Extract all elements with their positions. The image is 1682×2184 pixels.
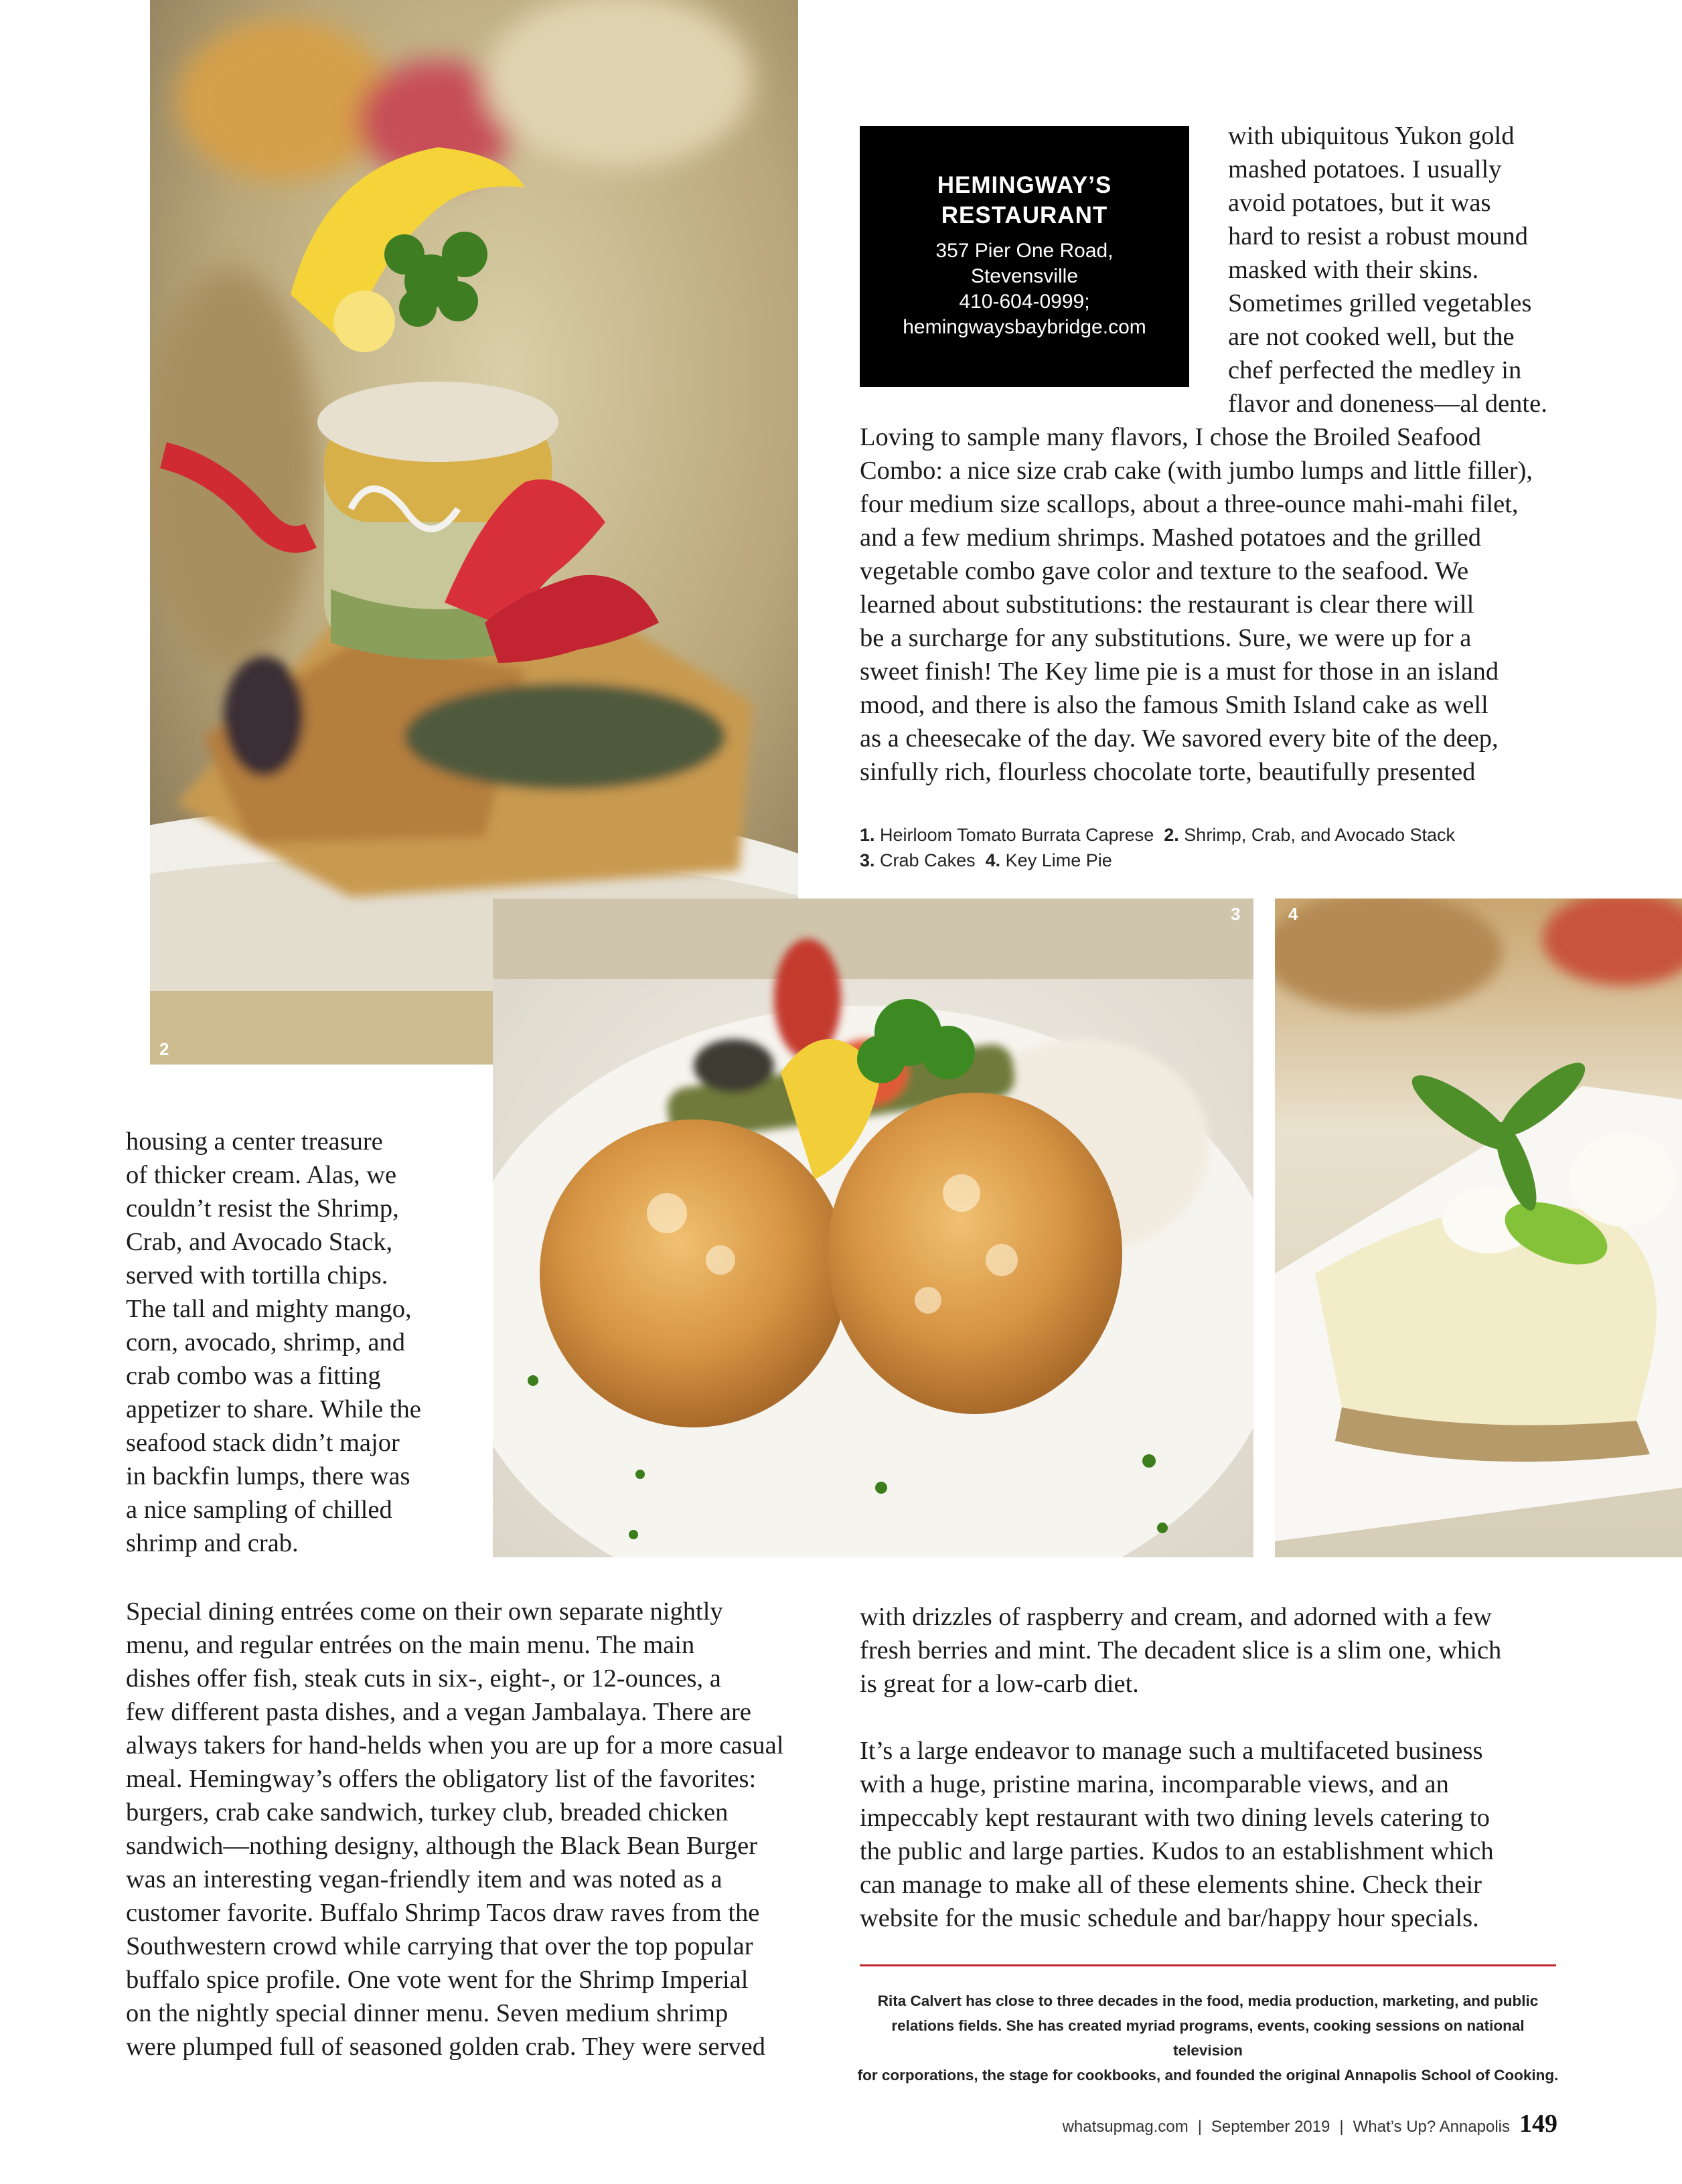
body-text-right-middle — [860, 420, 1570, 789]
text-line: was an interesting vegan-friendly item and was noted as a — [126, 1865, 722, 1893]
text-line: It’s a large endeavor to manage such a multifaceted business — [860, 1737, 1483, 1765]
text-line: sandwich—nothing designy, although the Black Bean Burger — [126, 1832, 758, 1860]
restaurant-name-line-1: HEMINGWAY’S — [937, 172, 1112, 198]
text-line: Combo: a nice size crab cake (with jumbo lumps and little filler), — [860, 457, 1533, 485]
text-line: Sometimes grilled vegetables — [1228, 289, 1532, 317]
text-line: on the nightly special dinner menu. Seven medium shrimp — [126, 1999, 729, 2027]
text-line: four medium size scallops, about a three-ounce mahi-mahi filet, — [860, 490, 1519, 518]
footer-site[interactable]: whatsupmag.com — [1062, 2118, 1189, 2136]
text-line: a nice sampling of chilled — [126, 1496, 392, 1524]
caption-text-2: Shrimp, Crab, and Avocado Stack — [1184, 825, 1456, 845]
footer-date: September 2019 — [1211, 2118, 1330, 2136]
text-line: always takers for hand-helds when you are up for a more casual — [126, 1731, 784, 1760]
restaurant-address-line-1: 357 Pier One Road, — [935, 240, 1114, 262]
page-footer — [1063, 2109, 1557, 2138]
text-line: are not cooked well, but the — [1228, 323, 1515, 351]
text-line: in backfin lumps, there was — [126, 1462, 410, 1490]
text-line: mashed potatoes. I usually — [1228, 155, 1502, 183]
text-line: shrimp and crab. — [126, 1529, 299, 1557]
bio-line: Rita Calvert has close to three decades in the food, media production, marketing, and public — [877, 1993, 1539, 2009]
text-line: can manage to make all of these elements shine. Check their — [860, 1871, 1482, 1899]
text-line: Special dining entrées come on their own separate nightly — [126, 1597, 723, 1626]
text-line: mood, and there is also the famous Smith Island cake as well — [860, 691, 1488, 719]
caption-number-4: 4. — [985, 850, 1001, 870]
text-line: sinfully rich, flourless chocolate torte, beautifully presented — [860, 758, 1476, 786]
text-line: corn, avocado, shrimp, and — [126, 1328, 405, 1356]
text-line: Southwestern crowd while carrying that over the top popular — [126, 1932, 753, 1960]
author-bio — [857, 1988, 1559, 2088]
text-line: crab combo was a fitting — [126, 1362, 381, 1390]
text-line: housing a center treasure — [126, 1127, 383, 1156]
text-line: and a few medium shrimps. Mashed potatoes and the grilled — [860, 524, 1482, 552]
footer-publication: What’s Up? Annapolis — [1353, 2118, 1510, 2136]
footer-separator: | — [1197, 2118, 1202, 2136]
text-line: with ubiquitous Yukon gold — [1228, 122, 1515, 150]
crab-cakes-photo-drawing — [493, 899, 1253, 1557]
text-line: were plumped full of seasoned golden crab. They were served — [126, 2033, 766, 2061]
text-line: with a huge, pristine marina, incomparable views, and an — [860, 1770, 1449, 1798]
text-line: hard to resist a robust mound — [1228, 222, 1529, 250]
restaurant-phone: 410-604-0999; — [959, 291, 1090, 313]
text-line: sweet finish! The Key lime pie is a must for those in an island — [860, 657, 1499, 686]
text-line: fresh berries and mint. The decadent slice is a slim one, which — [860, 1636, 1502, 1664]
text-line: of thicker cream. Alas, we — [126, 1161, 397, 1189]
text-line: The tall and mighty mango, — [126, 1295, 412, 1323]
body-text-right-bottom-1 — [860, 1600, 1576, 1701]
text-line: couldn’t resist the Shrimp, — [126, 1194, 399, 1223]
text-line: appetizer to share. While the — [126, 1395, 421, 1423]
text-line: is great for a low-carb diet. — [860, 1670, 1139, 1698]
photo-3-number: 3 — [1231, 904, 1241, 924]
text-line: the public and large parties. Kudos to an establishment which — [860, 1837, 1494, 1865]
caption-number-2: 2. — [1164, 825, 1179, 845]
text-line: flavor and doneness—al dente. — [1228, 390, 1547, 418]
text-line: learned about substitutions: the restaurant is clear there will — [860, 591, 1474, 619]
photo-crab-cakes — [493, 899, 1253, 1557]
photo-4-number: 4 — [1288, 904, 1298, 924]
bio-line: for corporations, the stage for cookbooks, and founded the original Annapolis School of Cooking. — [857, 2067, 1559, 2084]
text-line: burgers, crab cake sandwich, turkey club, breaded chicken — [126, 1798, 729, 1826]
restaurant-website[interactable]: hemingwaysbaybridge.com — [903, 316, 1146, 338]
text-line: customer favorite. Buffalo Shrimp Tacos draw raves from the — [126, 1899, 760, 1927]
caption-text-3: Crab Cakes — [880, 850, 976, 870]
key-lime-pie-photo-drawing — [1275, 899, 1682, 1557]
author-bio-divider — [860, 1964, 1556, 1966]
caption-number-1: 1. — [860, 825, 875, 845]
text-line: chef perfected the medley in — [1228, 356, 1522, 384]
text-line: vegetable combo gave color and texture to the seafood. We — [860, 557, 1469, 585]
caption-text-1: Heirloom Tomato Burrata Caprese — [880, 825, 1154, 845]
text-line: Crab, and Avocado Stack, — [126, 1228, 393, 1256]
photo-caption — [860, 822, 1489, 873]
text-line: website for the music schedule and bar/happy hour specials. — [860, 1904, 1479, 1932]
body-text-left-narrow — [126, 1125, 474, 1560]
text-line: masked with their skins. — [1228, 256, 1479, 284]
text-line: buffalo spice profile. One vote went for the Shrimp Imperial — [126, 1966, 749, 1994]
text-line: dishes offer fish, steak cuts in six-, eight-, or 12-ounces, a — [126, 1664, 721, 1693]
text-line: be a surcharge for any substitutions. Sure, we were up for a — [860, 624, 1472, 652]
text-line: as a cheesecake of the day. We savored every bite of the deep, — [860, 724, 1499, 753]
text-line: menu, and regular entrées on the main menu. The main — [126, 1631, 695, 1659]
restaurant-info-box — [860, 126, 1189, 387]
photo-key-lime-pie — [1275, 899, 1682, 1557]
text-line: impeccably kept restaurant with two dining levels catering to — [860, 1804, 1490, 1832]
body-text-right-top — [1228, 119, 1576, 420]
body-text-right-bottom-2 — [860, 1734, 1576, 1935]
text-line: Loving to sample many flavors, I chose the Broiled Seafood — [860, 423, 1482, 451]
text-line: with drizzles of raspberry and cream, and adorned with a few — [860, 1603, 1492, 1631]
bio-line: relations fields. She has created myriad programs, events, cooking sessions on national television — [891, 2017, 1525, 2059]
page-number: 149 — [1519, 2110, 1557, 2138]
text-line: few different pasta dishes, and a vegan Jambalaya. There are — [126, 1698, 751, 1726]
text-line: served with tortilla chips. — [126, 1261, 388, 1290]
text-line: avoid potatoes, but it was — [1228, 189, 1491, 217]
restaurant-name-line-2: RESTAURANT — [941, 202, 1108, 228]
restaurant-address-line-2: Stevensville — [970, 265, 1079, 287]
footer-separator: | — [1339, 2118, 1344, 2136]
body-text-left-bottom — [126, 1595, 842, 2063]
text-line: meal. Hemingway’s offers the obligatory list of the favorites: — [126, 1765, 757, 1793]
caption-number-3: 3. — [860, 850, 875, 870]
caption-text-4: Key Lime Pie — [1005, 850, 1112, 870]
photo-2-number: 2 — [159, 1039, 169, 1059]
text-line: seafood stack didn’t major — [126, 1429, 400, 1457]
